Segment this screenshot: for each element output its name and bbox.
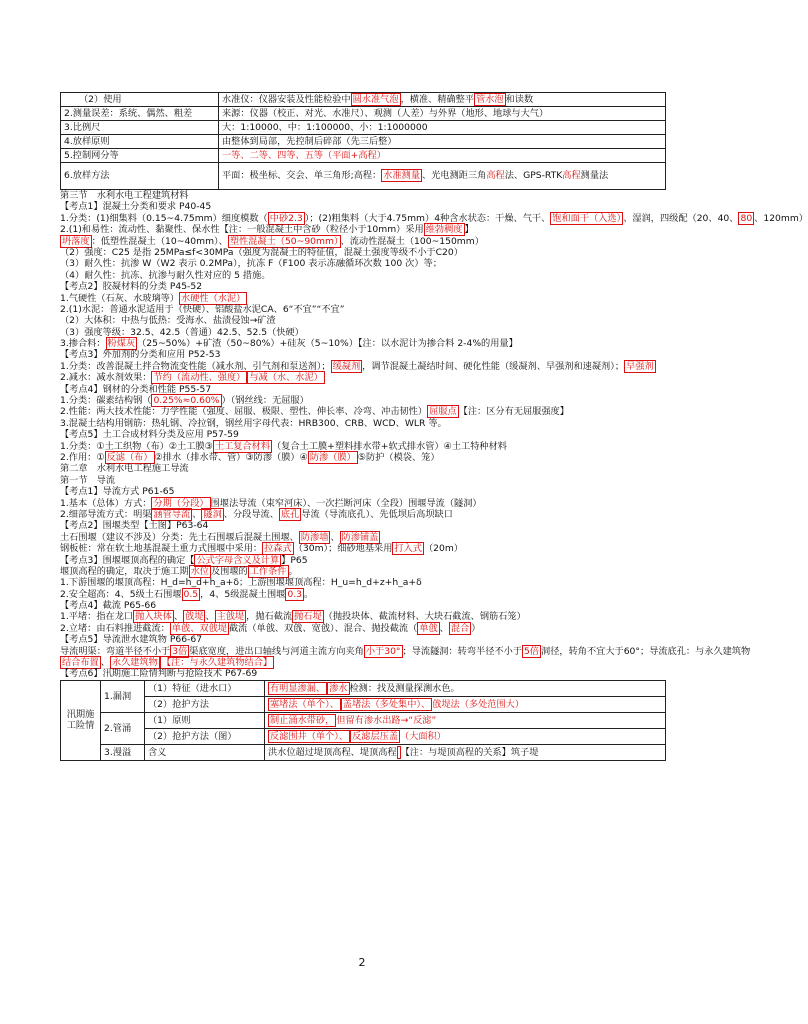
line-text: 导流明渠：弯道半径不小于 [60,645,171,657]
line-text: 2.细部导流方式：明渠 [60,508,152,520]
table-cell: （2）抢护方法 [145,696,265,712]
text-line [60,281,666,292]
text-line [60,349,666,360]
line-text: 【注：区分有无屈服强度】 [458,406,569,418]
highlight-text: 渗水 [329,682,348,694]
highlight-text: 土工复合材料 [214,440,271,452]
highlight-text: 永久建筑物 [111,657,158,669]
line-text: 、 [439,622,449,634]
table-row [61,93,666,107]
table-row [61,728,666,744]
line-text: ，4、5级混凝土围堰 [200,588,286,600]
text-line [60,304,666,315]
line-text: 、 [173,611,184,623]
line-text: 第一节 导流 [60,474,116,486]
line-text: 、 [330,531,340,543]
text-line [60,395,666,406]
line-text: 【考点4】钢材的分类和性能 P55-57 [60,383,212,395]
text-line [60,589,666,600]
highlight-text: 工作条件 [249,565,287,577]
highlight-text: 抛石堤 [294,611,322,623]
text-line [60,327,666,338]
line-text: 1.分类：①土工织物（布）②土工膜③ [60,440,213,452]
text-line [60,452,666,463]
text-line [60,463,666,474]
line-text: 2.减水：减水剂效果： [60,372,152,384]
text-line [60,293,666,304]
table-cell: 由整体到局部，先控制后碎部（先三后整） [219,135,666,149]
line-text: 第二章 水利水电工程施工导流 [60,463,189,475]
text-line [60,634,666,645]
cell-text: 【注：与堤顶高程的关系】筑子堤 [400,746,539,758]
highlight-text: 圆水准气泡 [352,93,399,105]
line-text: 1.气硬性（石灰、水玻璃等） [60,292,180,304]
cell-text: 洪水位超过堤顶高程、堤顶高程 [268,746,397,758]
table-cell [219,149,666,163]
line-text: 【考点4】截流 P65-66 [60,600,157,612]
line-text: 2.立堵：由石料推进截流： [60,622,170,634]
highlight-text: 塑性混凝土（50~90mm） [229,235,339,247]
table-cell: 含义 [145,744,265,760]
table-row [61,135,666,149]
text-line [60,486,666,497]
text-line [60,224,666,235]
highlight-text: 防渗铺盖 [341,531,379,543]
table-row [61,107,666,121]
highlight-text: 0.3 [287,588,302,600]
line-text: （25~50%）+矿渣（50~80%）+硅灰（5~10%）【注：以水泥计为掺合料 2-4%的用量】 [137,338,518,350]
line-text: 】 [464,224,474,236]
text-line [60,270,666,281]
highlight-text: 水位 [190,565,209,577]
text-line [60,418,666,429]
text-line [60,475,666,486]
line-text: 2.作用：① [60,451,105,463]
highlight-text: 水准测量 [383,170,421,182]
highlight-text: 坍落度 [62,235,90,247]
highlight-text: 早强剂 [626,360,654,372]
table-cell: 3.漫溢 [101,744,145,760]
text-line [60,668,666,679]
line-text: 第三节 水利水电工程建筑材料 [60,190,189,201]
cell-text: 、光电测距三角 [422,170,487,182]
table-group-label: 汛期施工险情 [61,680,101,760]
highlight-text: 盖堵法（多处集中）、 [342,698,431,710]
text-line [60,212,808,224]
line-text: 【考点5】土工合成材料分类及应用 P57-59 [60,429,239,441]
table-cell [219,93,666,107]
line-text: （30m）；细砂地基采用 [293,543,393,555]
line-text: 土石围堰（建议不涉及）分类：先土石围堰后混凝土围堰、 [60,531,299,543]
text-line [60,520,666,531]
highlight-text: 维勃稠度 [425,224,463,236]
text-line [60,555,666,566]
highlight-text: 公式字母含义及计算 [196,554,280,566]
text-line [60,190,666,201]
line-text: 、湿润，四级配（20、40、 [623,212,739,224]
cell-text: 戗堤法（多处范围大） [432,698,525,710]
highlight-text: 0.25%≈0.60% [153,395,220,407]
page-number: 2 [358,956,366,969]
text-line [60,429,666,440]
line-text: 堰顶高程的确定，取决于施工期 [60,565,189,577]
line-text: 、分段导流、 [223,508,279,520]
highlight-text: 粉煤灰 [107,338,136,350]
top-summary-table [60,92,666,190]
highlight-text: 屈服点 [429,406,457,418]
text-line [60,406,666,417]
line-text: 】P65 [281,554,308,566]
cell-text: 测量法 [580,170,609,182]
line-text: ，抛石截流 [246,611,293,623]
text-line [60,236,666,247]
table-cell: 来源：仪器（校正、对光、水准尺）、观测（人差）与外界（地形、地球与大气） [219,107,666,121]
cell-text: ，横准、精确整平 [400,93,475,105]
text-line [60,509,666,520]
line-text: ，调节混凝土凝结时间、硬化性能（缓凝剂、早强剂和速凝剂）； [362,360,625,372]
line-text: ）（钢丝线：无屈服） [221,395,309,407]
table-cell: 大：1:10000、中：1:100000、小：1:1000000 [219,121,666,135]
text-line [60,315,666,326]
table-cell: 4.放样原则 [61,135,219,149]
line-text: 1.平堵：指在龙口 [60,611,134,623]
highlight-text: 一等、二等、四等、五等（平面+高程） [222,149,386,161]
line-text: （抛投块体、截流材料、大块石截流、钢筋石笼） [323,611,526,623]
line-text: （2）强度：C25 是指 25MPa≤f<30MPa（强度为混凝土的特征值，混凝土强度等级不小于C20） [60,246,463,258]
line-text: 、 [192,508,202,520]
line-text: 、 [100,657,110,669]
line-text: ） [471,622,481,634]
table-cell: （1）原则 [145,712,265,728]
line-text: 【考点6】汛期施工险情判断与抢险技术 P67-69 [60,668,258,680]
text-line [60,338,666,349]
table-cell [265,696,666,712]
highlight-text: 饱和面干（入选） [552,212,622,224]
text-line [60,247,666,258]
highlight-text: 结合布置 [62,657,99,669]
line-text: 。 [288,565,298,577]
line-text: ②排水（排水带、管）③防渗（膜）④ [154,451,308,463]
table-cell: （1）特征（进水口） [145,680,265,696]
text-line [60,566,666,577]
line-text: （3）强度等级：32.5、42.5（普通）42.5、52.5（快硬） [60,326,304,338]
text-line [60,258,666,269]
highlight-text: 防渗（膜） [309,451,356,463]
line-text: （复合土工膜+塑料排水带+软式排水管）④土工特种材料 [272,440,507,452]
highlight-text: 但留有渗水出路 [336,714,401,726]
line-text: 、120mm） [754,212,808,224]
line-text: 1.下游围堰的堰顶高程：H_d=h_d+h_a+δ；上游围堰堰顶高程：H_u=h_d+z+h_a+δ [60,577,422,589]
line-text: 3.混凝土结构用钢筋：热轧钢、冷拉钢，钢丝用字母代表：HRB300、CRB、WCD、WLR 等。 [60,417,447,429]
table-row [61,121,666,135]
line-text: （2）大体积：中热与低热：受海水、盐渍侵蚀→矿渣 [60,315,276,327]
line-text: 导流（导流底孔）、先低坝后高坝缺口 [301,508,453,520]
cell-text: 和读数 [505,93,534,105]
line-text: 截流（单戗、双戗、宽戗）、混合、抛投截流（ [228,622,418,634]
highlight-text: 混合 [450,622,470,634]
cell-text: 平面：极坐标、交会、单三角形;高程： [222,170,382,182]
line-text: 1.分类：(1)细集料（0.15~4.75mm）细度模数（ [60,212,268,224]
table-cell: （2）抢护方法（图） [145,728,265,744]
highlight-text: 小于30° [365,645,401,657]
line-text: 1.基本（总体）方式： [60,497,152,509]
highlight-text: 反滤围井（单个）、 [270,730,349,742]
table-row [61,149,666,163]
cell-text: 检测：找及测量探测水色。 [349,682,460,694]
highlight-text: 打入式 [394,543,422,555]
cell-text: 法、GPS-RTK [504,170,563,182]
highlight-text: 3倍 [172,645,188,657]
highlight-text: 涵管导流 [153,508,191,520]
table-cell: 1.漏洞 [101,680,145,712]
line-text: 、 [205,611,215,623]
table-row [61,744,666,760]
highlight-text: 【注：与永久建筑物结合】 [161,657,273,669]
table-row [61,696,666,712]
highlight-text: 水硬性（水泥） [181,292,246,304]
table-cell: 2.管涌 [101,712,145,744]
line-text: 【考点2】围堰类型【土图】P63-64 [60,520,209,532]
table-cell [265,744,666,760]
cell-text: （大面积） [400,730,446,742]
line-text: 钢板桩：常在软土地基混凝土重力式围堰中采用： [60,543,263,555]
table-cell [265,680,666,696]
highlight-text: 隧洞 [203,508,222,520]
line-text: 及围堰的 [211,565,248,577]
line-text: 【考点3】围堰堰顶高程的确定【 [60,554,195,566]
highlight-text: 分期（分段） [153,497,209,509]
highlight-text: 缓凝剂 [332,360,361,372]
line-text: 2.性能：两大技术性能：力学性能（强度、屈服、极限、塑性、伸长率、冷弯、冲击韧性） [60,406,428,418]
table-row [61,163,666,190]
highlight-text: 单戗 [419,622,438,634]
highlight-text: 单戗、双戗堤 [171,622,227,634]
highlight-text: 节约（流动性、强度） [153,372,246,384]
cell-text: 水准仪：仪器安装及性能检验中 [222,93,351,105]
table-cell: 2.测量误差：系统、偶然、粗差 [61,107,219,121]
table-cell: 6.放样方法 [61,163,219,190]
text-line [60,577,666,588]
line-text: 【考点3】外加剂的分类和应用 P52-53 [60,349,221,361]
line-text: 2.(1)水泥：普通水泥适用于（快硬）、铝酸盐水泥CA、6“不宜”“不宜” [60,303,345,315]
line-text: 【考点1】混凝土分类和要求 P40-45 [60,201,212,213]
text-line [60,611,666,622]
line-text: 【考点2】胶凝材料的分类 P45-52 [60,281,203,293]
line-text: 1.分类：碳素结构钢（ [60,395,152,407]
text-line [60,532,666,543]
line-text: ；导流隧洞：转弯半径不小于 [402,645,522,657]
highlight-text: 0.5 [183,588,199,600]
highlight-text: 与减（水、水泥） [249,372,323,384]
highlight-text: 拉森式 [264,543,292,555]
table-row [61,712,666,728]
table-cell: 5.控制网分等 [61,149,219,163]
text-line [60,372,666,383]
line-text: 渠底宽度，进出口轴线与河道主流方向夹角 [189,645,364,657]
highlight-text: 制止涌水带砂， [270,714,335,726]
line-text: ⑤防护（模袋、笼） [357,451,440,463]
highlight-text: 有明显渗漏、 [270,682,326,694]
flood-risk-table [60,680,666,761]
highlight-text: 80 [740,212,753,224]
line-text: 3.掺合料： [60,338,106,350]
line-text: ：低塑性混凝土（10~40mm）、 [91,235,228,247]
line-text: 。 [303,588,314,600]
line-text: 2.安全超高：4、5级土石围堰 [60,588,182,600]
table-row [61,680,666,696]
highlight-text: 管水泡 [476,93,504,105]
line-text: 1.分类：改善混凝土拌合物流变性能（减水剂、引气剂和泵送剂）； [60,360,331,372]
highlight-text: 塞堵法（单个）、 [270,698,339,710]
highlight-text: 戗堤 [185,611,204,623]
table-cell [265,728,666,744]
line-text: （4）耐久性：抗冻、抗渗与耐久性对应的 5 措施。 [60,269,271,281]
table-cell: （2）使用 [61,93,219,107]
highlight-text: 反滤（布） [106,451,153,463]
notes-body [60,190,808,680]
document-page [60,92,808,761]
line-text: （3）耐久性：抗渗 W（W2 表示 0.2MPa），抗冻 F（F100 表示冻融循环次数 100 次）等； [60,258,442,270]
line-text: 洞径，转角不宜大于60°；导流底孔：与永久建筑物 [541,645,751,657]
line-text: 2.(1)和易性：流动性、黏聚性、保水性【注：一般混凝土中含砂（粒径小于10mm）采用 [60,224,424,236]
highlight-text: 反滤层压盖 [352,730,399,742]
text-line [60,657,666,668]
line-text: 【考点5】导流泄水建筑物 P66-67 [60,634,203,646]
line-text: 【考点1】导流方式 P61-65 [60,486,175,498]
highlight-text: 抛入块体 [135,611,172,623]
line-text: 围堰法导流（束窄河床）、一次拦断河床（全段）围堰导流（隧洞） [210,497,482,509]
highlight-text: 5倍 [523,645,540,657]
highlight-text: 高程 [562,170,581,182]
highlight-text: 底孔 [280,508,300,520]
highlight-text: 主戗堤 [216,611,245,623]
highlight-text: 高程 [486,170,505,182]
table-cell [219,163,666,190]
table-cell [265,712,666,728]
text-line [60,543,666,554]
line-text: ）；(2)粗集料（大于4.75mm）4种含水状态：干燥、气干、 [304,212,551,224]
line-text: （20m） [423,543,463,555]
highlight-text: 防渗墙 [300,531,329,543]
text-line [60,623,666,634]
cell-text: →“反滤” [400,714,437,726]
highlight-text: 中砂2.3 [269,212,303,224]
table-cell: 3.比例尺 [61,121,219,135]
line-text: 、流动性混凝土（100~150mm） [340,235,484,247]
